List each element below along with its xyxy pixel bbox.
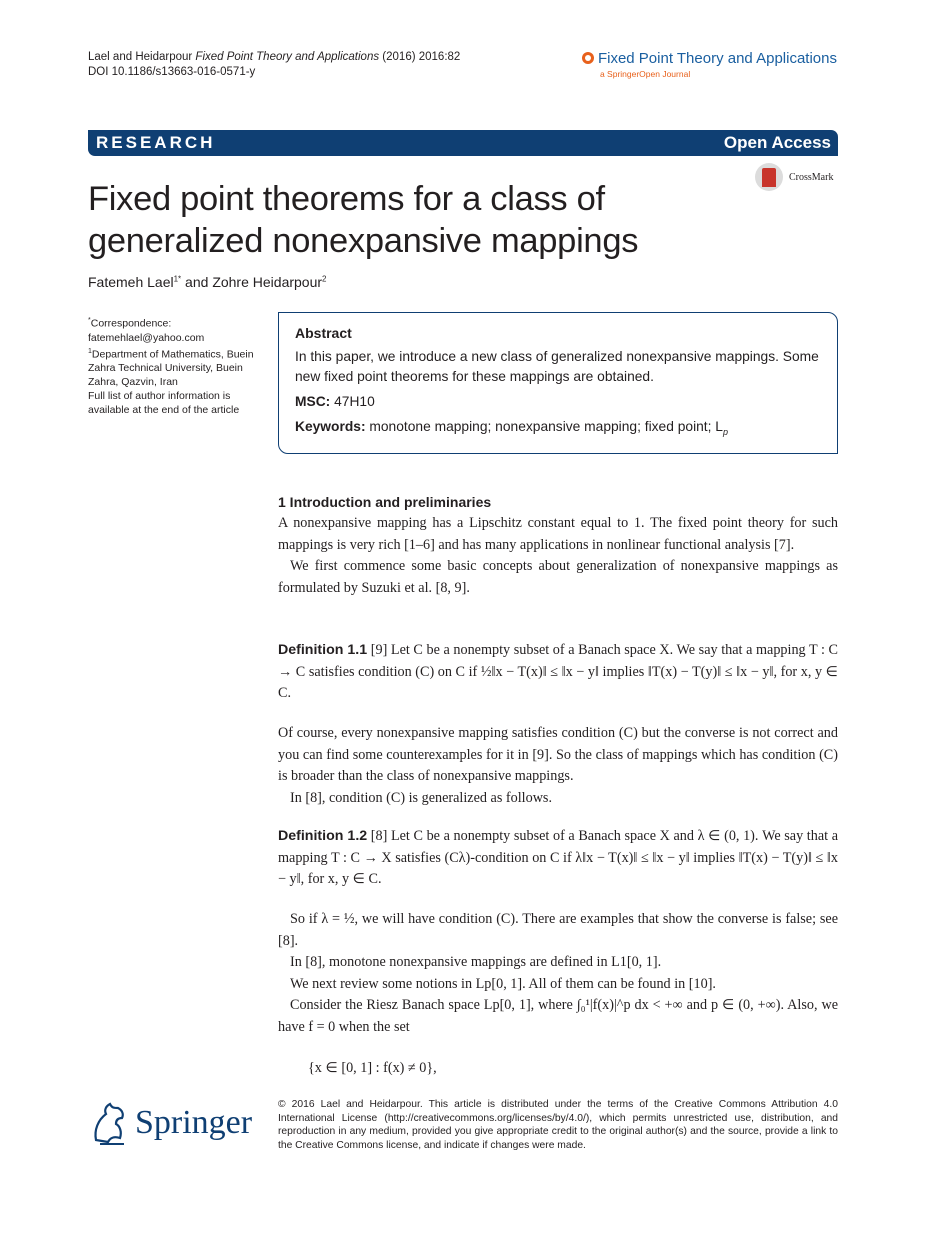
author-2[interactable]: Zohre Heidarpour [212,274,323,290]
definition-1-2 [278,826,838,891]
riesz-paragraph: Consider the Riesz Banach space Lp[0, 1], where ∫₀¹|f(x)|^p dx < +∞ and p ∈ (0, +∞). Also, we have f = 0 when the set [278,997,838,1035]
article-type-label: RESEARCH [96,133,216,152]
definition-1-2-text: Let C be a nonempty subset of a Banach space X and λ ∈ (0, 1). We say that a mapping T : C → X satisfies (Cλ)-condition on C if λ‖x − T(x)‖ ≤ ‖x − y‖ implies ‖T(x) − T(y)‖ ≤ ‖x − y‖, for x, y ∈ C. [278,828,838,887]
license-text: © 2016 Lael and Heidarpour. This article is distributed under the terms of the Creative Commons Attribution 4.0 International License (http://creativecommons.org/licenses/by/4.0/), which permits unrestricted use, distribution, and reproduction in any medium, provided you give appropriate credit to the original author(s) and the source, provide a link to the Creative Commons license, and indicate if changes were made. [278,1099,838,1151]
definition-1-2-head: Definition 1.2 [278,828,368,844]
intro-paragraph: A nonexpansive mapping has a Lipschitz constant equal to 1. The fixed point theory for such mappings is very rich [1–6] and has many applications in nonlinear functional analysis [7]. [278,515,838,553]
set-formula: {x ∈ [0, 1] : f(x) ≠ 0}, [308,1060,437,1076]
section-heading: 1 Introduction and preliminaries [278,494,492,510]
definition-1-1-ref[interactable]: [9] [370,642,388,658]
body-paragraph-3 [278,909,838,1038]
springeropen-icon [582,52,594,64]
authors [88,274,327,290]
converse-paragraph: Of course, every nonexpansive mapping satisfies condition (C) but the converse is not correct and you can find some counterexamples for it in [9]. So the class of mappings which has condition (C) is broader than the class of nonexpansive mappings. [278,725,838,784]
msc-label: MSC: [295,394,331,409]
keywords-value: monotone mapping; nonexpansive mapping; fixed point; L [369,419,723,434]
citation-authors: Lael and Heidarpour [88,51,193,63]
journal-name: Fixed Point Theory and Applications [597,50,837,67]
citation-header [88,50,460,80]
msc-line [295,394,375,409]
abstract-heading: Abstract [295,325,352,341]
full-list-note: Full list of author information is available at the end of the article [88,390,240,416]
authors-and: and [181,274,213,290]
citation-volume: (2016) 2016:82 [379,51,461,63]
affiliation: Department of Mathematics, Buein Zahra Technical University, Buein Zahra, Qazvin, Iran [88,348,254,388]
author-1-sup: 1* [173,274,182,284]
springer-horse-icon [88,1100,132,1148]
author-1[interactable]: Fatemeh Lael [88,274,174,290]
monotone-paragraph: In [8], monotone nonexpansive mappings are defined in L1[0, 1]. [290,954,662,970]
correspondence-email[interactable]: fatemehlael@yahoo.com [88,331,205,344]
doi[interactable]: DOI 10.1186/s13663-016-0571-y [88,66,256,78]
abstract-text: In this paper, we introduce a new class of generalized nonexpansive mappings. Some new fixed point theorems for these mappings are obtained. [295,349,819,384]
author-2-sup: 2 [322,274,327,284]
open-access-label: Open Access [723,133,831,152]
definition-1-1 [278,640,838,705]
definition-1-1-text: Let C be a nonempty subset of a Banach space X. We say that a mapping T : C → C satisfies condition (C) on C if ½‖x − T(x)‖ ≤ ‖x − y‖ implies ‖T(x) − T(y)‖ ≤ ‖x − y‖, for x, y ∈ C. [278,642,839,701]
keywords-label: Keywords: [295,419,366,434]
definition-1-2-ref[interactable]: [8] [370,828,388,844]
body-paragraph-1 [278,513,838,599]
keywords-line: Keywords: monotone mapping; nonexpansive mapping; fixed point; $L_p$ [295,419,728,437]
msc-value: 47H10 [334,394,375,409]
crossmark-label[interactable]: CrossMark [789,172,834,183]
generalized-paragraph: In [8], condition (C) is generalized as follows. [290,789,553,806]
citation-journal: Fixed Point Theory and Applications [195,51,380,63]
springer-logo-text[interactable]: Springer [135,1104,253,1141]
correspondence-label: Correspondence: [90,317,172,330]
suzuki-paragraph: We first commence some basic concepts about generalization of nonexpansive mappings as formulated by Suzuki et al. [8, 9]. [278,558,838,596]
lambda-paragraph: So if λ = ½, we will have condition (C). There are examples that show the converse is false; see [8]. [278,911,838,949]
notions-paragraph: We next review some notions in Lp[0, 1]. All of them can be found in [10]. [290,975,716,992]
journal-subtitle: a SpringerOpen Journal [599,69,691,79]
definition-1-1-head: Definition 1.1 [278,642,368,658]
correspondence-notes: *Correspondence: fatemehlael@yahoo.com $^1$Department of Mathematics, Buein Zahra Technical University, Buein Zahra, Qazvin, Iran Full list of author information is available at the end of the article [88,314,268,417]
journal-logo[interactable] [582,50,837,80]
body-paragraph-2 [278,723,838,809]
article-title: Fixed point theorems for a class of generalized nonexpansive mappings [88,180,639,260]
